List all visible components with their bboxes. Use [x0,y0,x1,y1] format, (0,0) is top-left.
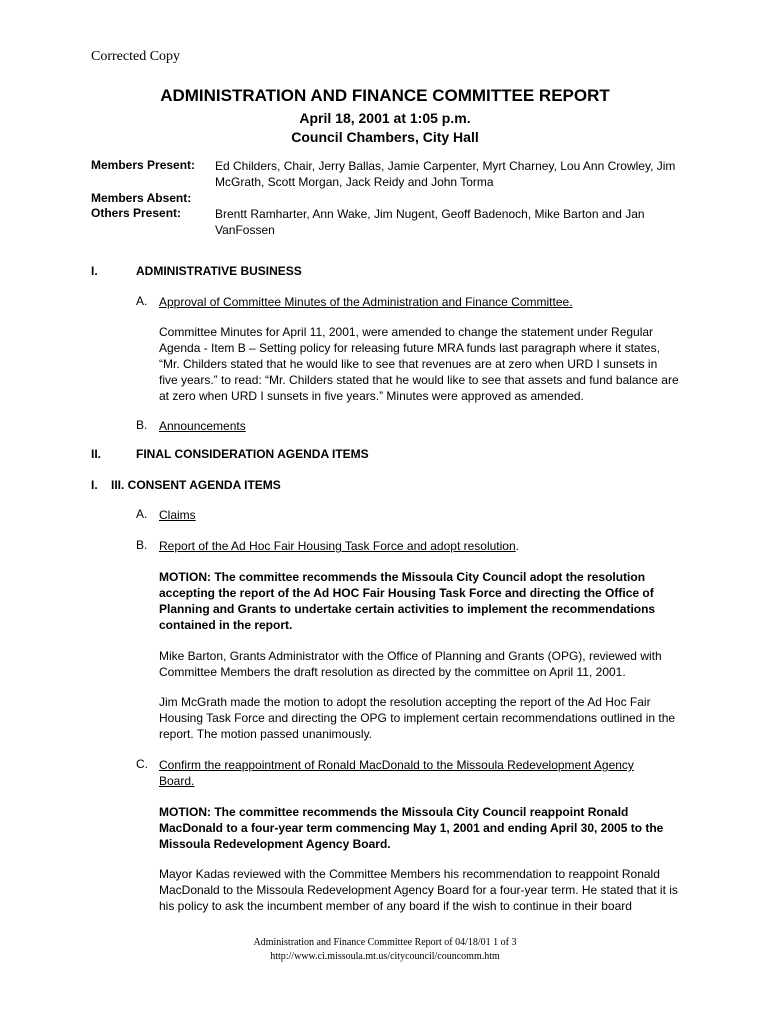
item-3b-paragraph-1: Mike Barton, Grants Administrator with the Office of Planning and Grants (OPG), reviewed with Committee Members the draft resolution as directed by the committee on April 11, 2001. [159,649,662,679]
item-1a-letter: A. [136,294,148,308]
item-1a-heading: Approval of Committee Minutes of the Administration and Finance Committee. [159,295,573,309]
item-3b-paragraph-2: Jim McGrath made the motion to adopt the resolution accepting the report of the Ad Hoc Fair Housing Task Force and directing the OPG to implement certain recommendations outlined in the report. The motion passed unanimously. [159,695,676,741]
item-3c-paragraph: Mayor Kadas reviewed with the Committee Members his recommendation to reappoint Ronald MacDonald to the Missoula Redevelopment Agency Board for a four-year term. He stated that it is his policy to ask the incumbent member of any board if the wish to continue in their board [159,867,678,913]
footer-page-info: Administration and Finance Committee Report of 04/18/01 1 of 3 [253,937,517,948]
item-3c-heading: Confirm the reappointment of Ronald MacDonald to the Missoula Redevelopment Agency Board. [159,758,634,788]
report-title: ADMINISTRATION AND FINANCE COMMITTEE REPORT [160,86,610,105]
section-1-title: ADMINISTRATIVE BUSINESS [136,264,302,278]
item-3a-heading: Claims [159,508,196,522]
meeting-location: Council Chambers, City Hall [291,129,479,145]
others-present-label: Others Present: [91,206,182,220]
item-1b-letter: B. [136,418,148,432]
section-2-title: FINAL CONSIDERATION AGENDA ITEMS [136,447,369,461]
section-3-title: III. CONSENT AGENDA ITEMS [111,478,281,492]
item-3b-motion: MOTION: The committee recommends the Missoula City Council adopt the resolution accepting the report of the Ad HOC Fair Housing Task Force and directing the Office of Planning and Grants to undertake certain activities to implement the recommendations contained in the report. [159,570,656,632]
members-absent-label: Members Absent: [91,191,192,205]
footer-url: http://www.ci.missoula.mt.us/citycouncil/councomm.htm [270,951,500,962]
section-2-number: II. [91,447,102,461]
item-3c-motion: MOTION: The committee recommends the Missoula City Council reappoint Ronald MacDonald to a four-year term commencing May 1, 2001 and ending April 30, 2005 to the Missoula Redevelopment Agency Board. [159,805,664,851]
others-present-value: Brentt Ramharter, Ann Wake, Jim Nugent, Geoff Badenoch, Mike Barton and Jan VanFossen [215,207,645,237]
item-1b-heading: Announcements [159,419,246,433]
item-1a-paragraph: Committee Minutes for April 11, 2001, were amended to change the statement under Regular Agenda - Item B – Setting policy for releasing future MRA funds last paragraph where it states, “Mr. Childers stated that he would like to see that revenues are at zero when URD I sunsets in five years.” to read: “Mr. Childers stated that he would like to see that assets and fund balance are at zero when URD I sunsets in five years.” Minutes were approved as amended. [159,325,679,403]
item-3b-letter: B. [136,538,148,552]
item-3c-letter: C. [136,757,148,771]
members-present-label: Members Present: [91,158,196,172]
corrected-copy-note: Corrected Copy [91,49,181,64]
section-1-number: I. [91,264,98,278]
item-3b-heading: Report of the Ad Hoc Fair Housing Task Force and adopt resolution [159,539,516,553]
meeting-date: April 18, 2001 at 1:05 p.m. [299,110,471,126]
members-present-value: Ed Childers, Chair, Jerry Ballas, Jamie Carpenter, Myrt Charney, Lou Ann Crowley, Jim McGrath, Scott Morgan, Jack Reidy and John Torma [215,159,676,189]
item-3b-heading-line [159,538,679,554]
section-3-number: I. [91,478,98,492]
item-3a-letter: A. [136,507,148,521]
item-3b-heading-period: . [515,539,519,553]
